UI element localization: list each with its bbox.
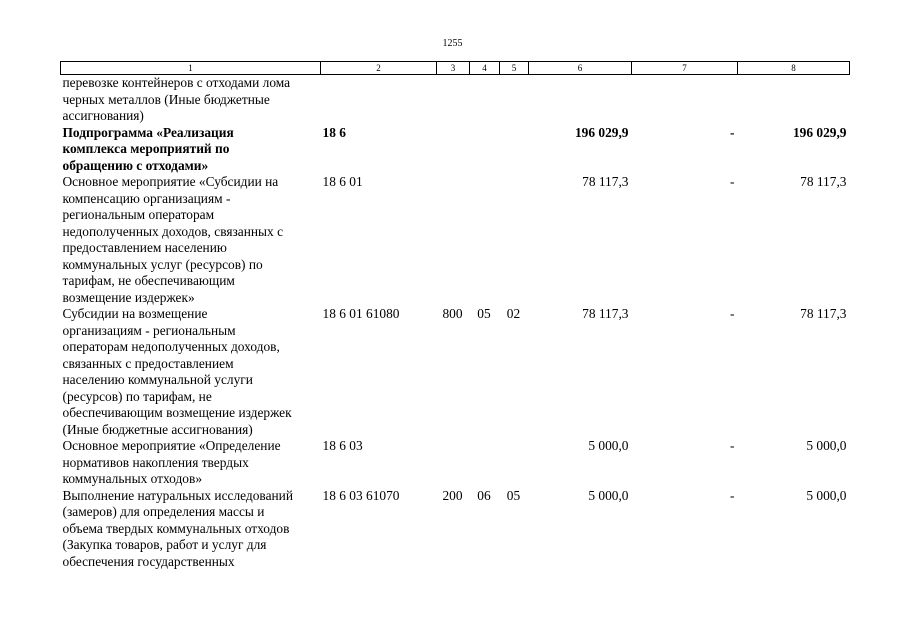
table-row [61,438,850,488]
classification-code: 18 6 03 61070 [322,487,400,503]
expense-type-code: 800 [442,306,463,321]
section-code: 05 [477,306,491,321]
section-code: 06 [477,487,491,503]
column-header: 1 [61,62,321,75]
expense-type-code [437,174,470,306]
amount-column-7: - [730,306,735,321]
amount-column-6: 78 117,3 [582,306,629,321]
column-header: 6 [529,62,632,75]
item-name: Основное мероприятие «Определение нормативов накопления твердых коммунальных отходов» [62,438,281,486]
section-code [470,438,500,488]
subsection-code [500,174,529,306]
table-row [61,488,850,571]
amount-column-6: 5 000,0 [588,438,629,453]
subsection-code [500,125,529,175]
column-header: 3 [437,62,470,75]
classification-code: 18 6 01 [322,174,363,189]
table-row [61,75,850,125]
amount-column-8: 5 000,0 [806,438,847,453]
column-header: 5 [500,62,529,75]
subsection-code: 02 [506,306,521,321]
table-row [61,174,850,306]
amount-column-6 [529,75,632,125]
item-name: Выполнение натуральных исследований (замеров) для определения массы и объема твердых коммунальных отходов (Закупка товаров, работ и услуг для обеспечения государственных [62,487,294,569]
section-code [470,125,500,175]
subsection-code [500,438,529,488]
expense-type-code [437,438,470,488]
column-number-header [61,62,850,75]
amount-column-8: 78 117,3 [800,174,847,189]
item-name: перевозке контейнеров с отходами лома черных металлов (Иные бюджетные ассигнования) [62,75,291,123]
table-row [61,306,850,438]
amount-column-7: - [730,487,735,503]
amount-column-7: - [730,174,735,189]
section-code [470,75,500,125]
section-code [470,174,500,306]
table-row [61,125,850,175]
classification-code [321,75,437,125]
expense-type-code: 200 [442,487,463,503]
amount-column-6: 78 117,3 [582,174,629,189]
amount-column-6: 5 000,0 [588,487,629,503]
classification-code: 18 6 [322,124,346,140]
amount-column-7 [632,75,738,125]
column-header: 7 [632,62,738,75]
amount-column-8: 196 029,9 [792,124,847,140]
item-name: Подпрограмма «Реализация комплекса мероприятий по обращению с отходами» [62,124,234,173]
column-header: 4 [470,62,500,75]
amount-column-8: 5 000,0 [806,487,847,503]
column-header: 2 [321,62,437,75]
subsection-code: 05 [506,487,521,503]
page-number: 1255 [442,38,463,49]
classification-code: 18 6 01 61080 [322,306,400,321]
subsection-code [500,75,529,125]
expense-type-code [437,125,470,175]
classification-code: 18 6 03 [322,438,363,453]
item-name: Основное мероприятие «Субсидии на компенсацию организациям - региональным операторам недополученных доходов, связанных с предоставлением населению коммунальных услуг (ресурсов) по тарифам, не обеспечивающим возмещение издержек» [62,174,284,305]
amount-column-6: 196 029,9 [574,124,629,140]
amount-column-7: - [730,438,735,453]
amount-column-8 [738,75,850,125]
amount-column-8: 78 117,3 [800,306,847,321]
budget-table [60,61,850,570]
amount-column-7: - [730,124,735,140]
column-header: 8 [738,62,850,75]
item-name: Субсидии на возмещение организациям - региональным операторам недополученных доходов, связанных с предоставлением населению коммунальной услуги (ресурсов) по тарифам, не обеспечивающим возмещение издержек (Иные бюджетные ассигнования) [62,306,292,437]
expense-type-code [437,75,470,125]
